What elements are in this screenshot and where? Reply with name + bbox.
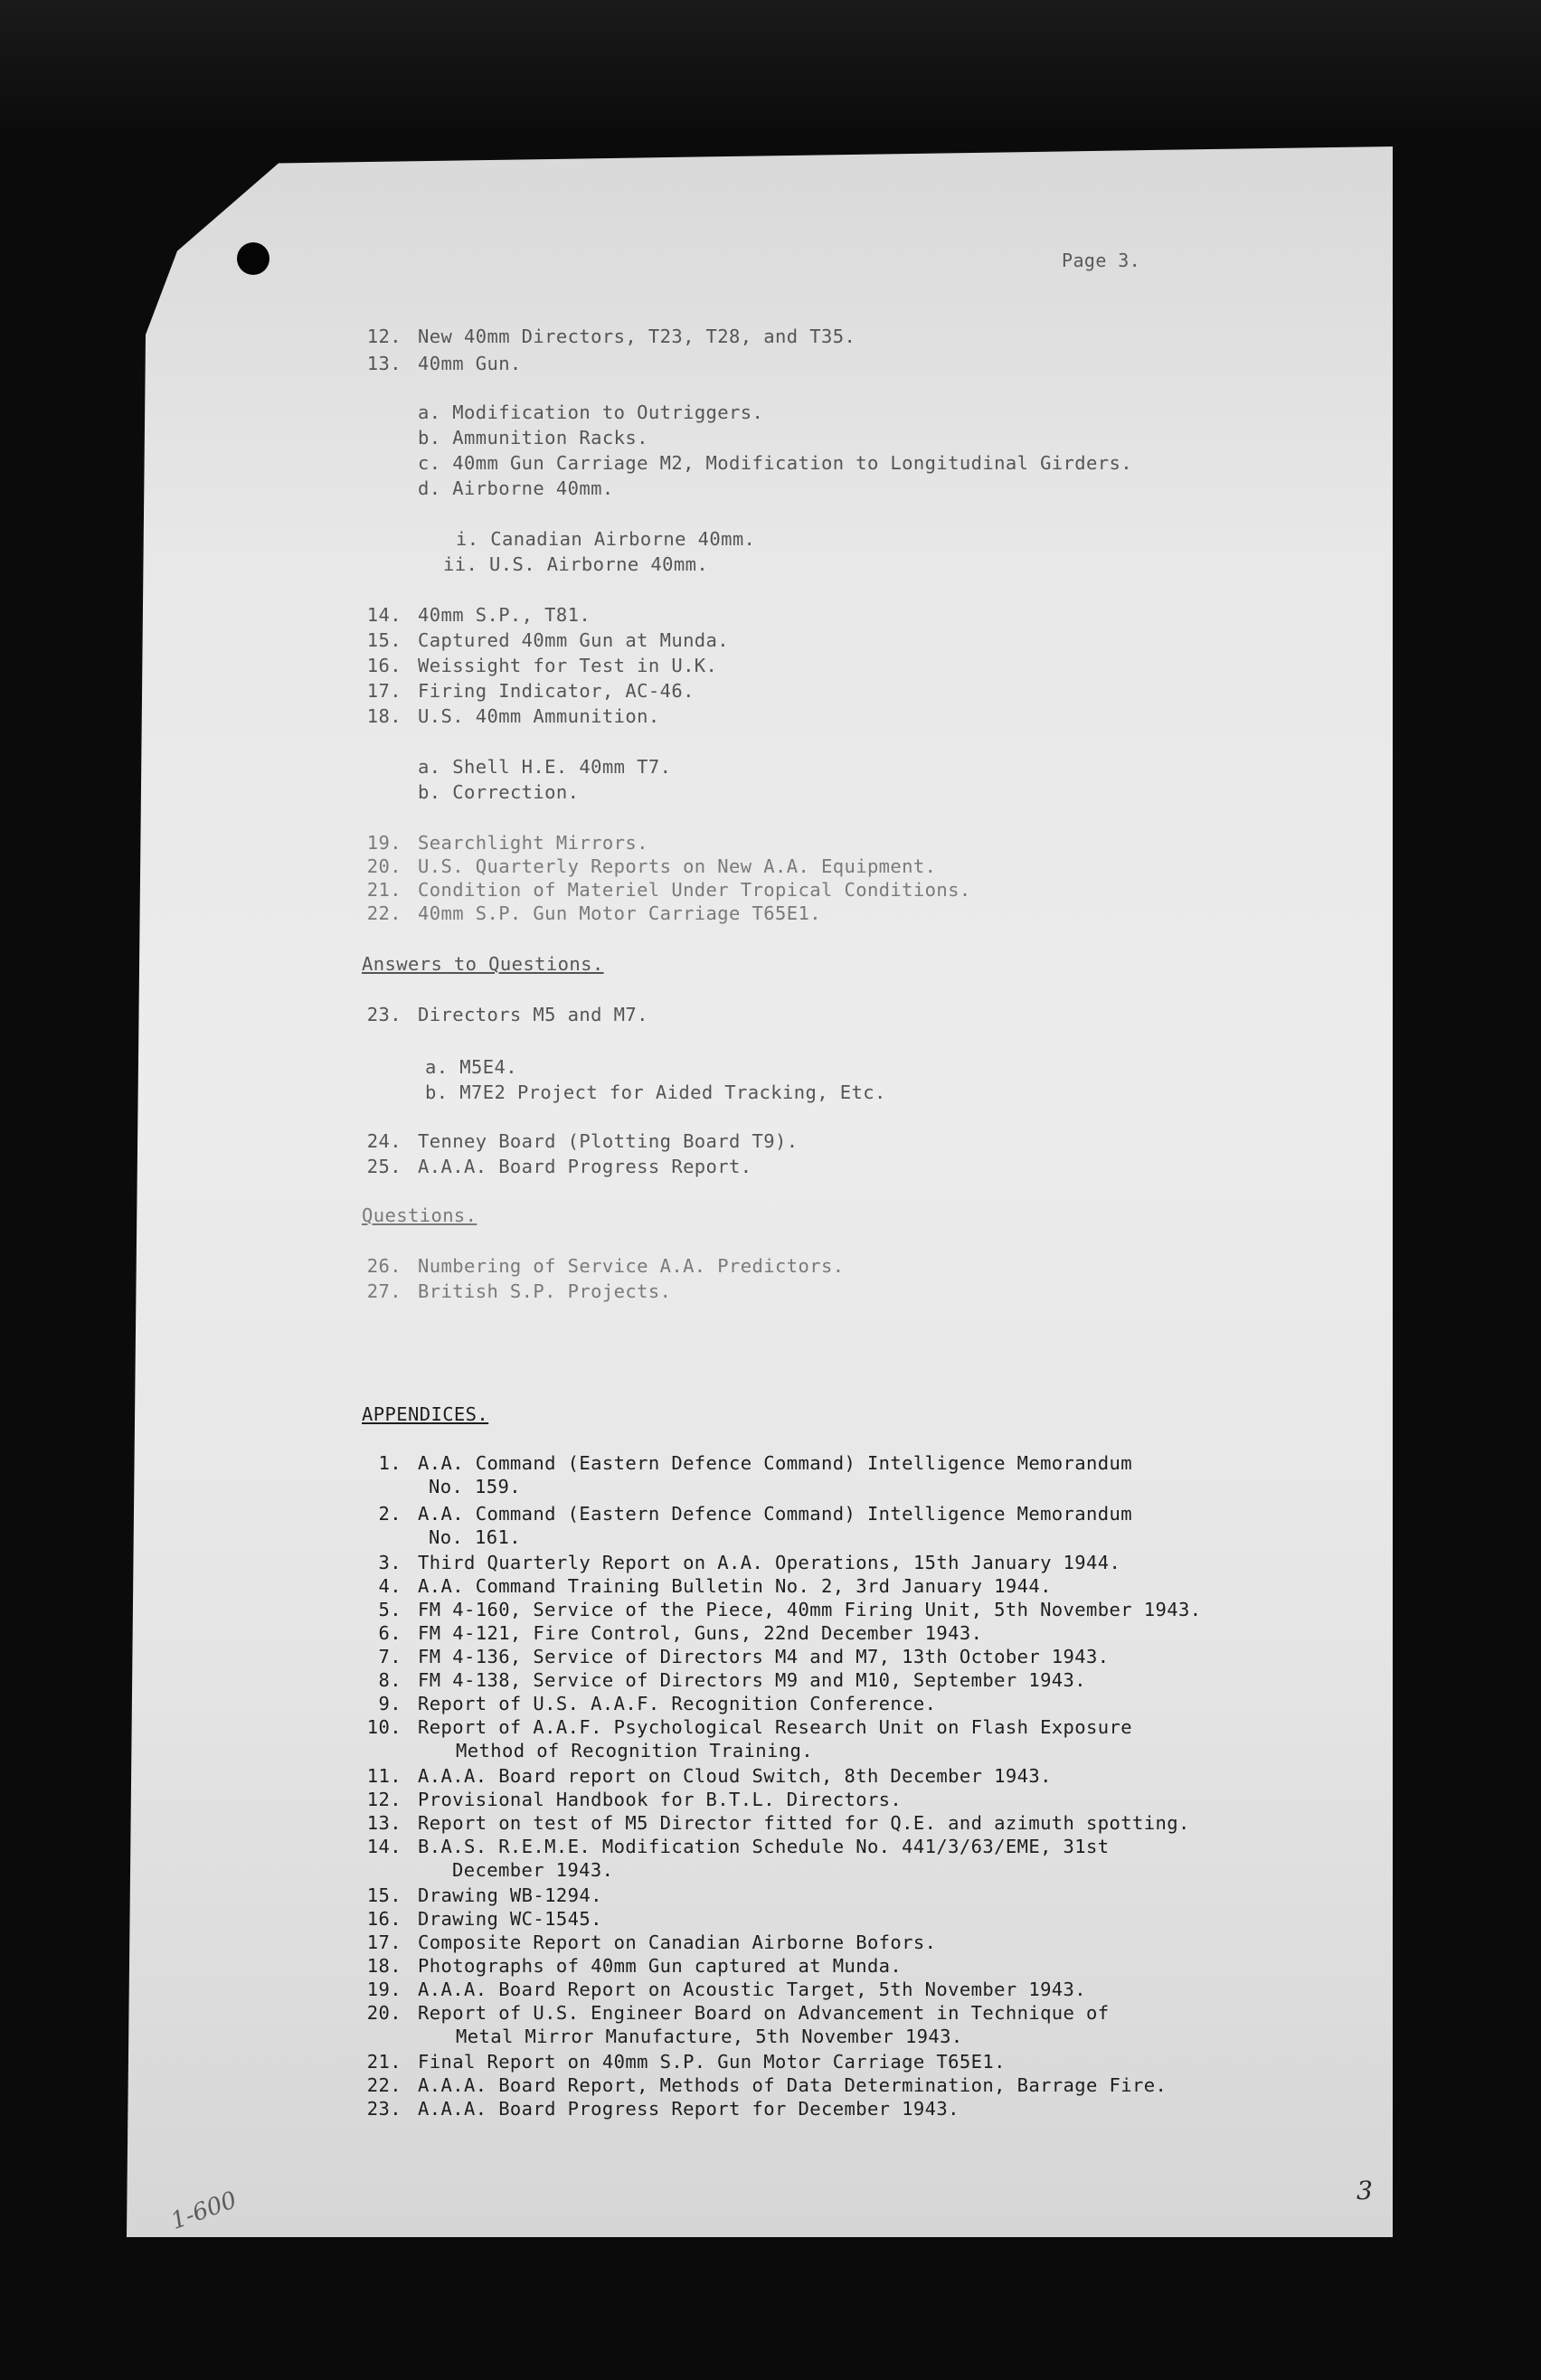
list-item: 22. 40mm S.P. Gun Motor Carriage T65E1. xyxy=(366,902,821,924)
answers-heading: Answers to Questions. xyxy=(362,953,604,975)
list-item: 21. Final Report on 40mm S.P. Gun Motor Carriage T65E1. xyxy=(366,2051,1006,2073)
list-item: 23. A.A.A. Board Progress Report for December 1943. xyxy=(366,2098,960,2120)
questions-heading: Questions. xyxy=(362,1204,477,1226)
list-item: a. Shell H.E. 40mm T7. xyxy=(418,756,672,778)
list-item: 19. A.A.A. Board Report on Acoustic Target, 5th November 1943. xyxy=(366,1979,1087,2000)
list-item-continuation: No. 161. xyxy=(429,1526,521,1548)
list-item: 13. 40mm Gun. xyxy=(366,353,522,374)
list-item: 14. B.A.S. R.E.M.E. Modification Schedule No. 441/3/63/EME, 31st xyxy=(366,1836,1110,1857)
list-item: 2. A.A. Command (Eastern Defence Command) Intelligence Memorandum xyxy=(378,1503,1133,1525)
list-item: 9. Report of U.S. A.A.F. Recognition Conference. xyxy=(378,1693,937,1714)
handwritten-note: 1-600 xyxy=(167,2186,241,2235)
list-item: 1. A.A. Command (Eastern Defence Command) Intelligence Memorandum xyxy=(378,1452,1133,1474)
list-item: 27. British S.P. Projects. xyxy=(366,1280,672,1302)
list-item: 5. FM 4-160, Service of the Piece, 40mm Firing Unit, 5th November 1943. xyxy=(378,1599,1202,1620)
list-item-continuation: Metal Mirror Manufacture, 5th November 1943. xyxy=(456,2026,963,2047)
page-number: Page 3. xyxy=(1062,250,1141,271)
punch-hole xyxy=(237,242,269,275)
list-item: 26. Numbering of Service A.A. Predictors. xyxy=(366,1255,845,1277)
list-item: a. Modification to Outriggers. xyxy=(418,401,764,423)
list-item: 23. Directors M5 and M7. xyxy=(366,1004,648,1025)
list-item: d. Airborne 40mm. xyxy=(418,477,614,499)
list-item: 12. New 40mm Directors, T23, T28, and T35. xyxy=(366,326,856,347)
list-item: 16. Weissight for Test in U.K. xyxy=(366,655,718,676)
list-item: 20. Report of U.S. Engineer Board on Advancement in Technique of xyxy=(366,2002,1110,2024)
list-item: 18. Photographs of 40mm Gun captured at Munda. xyxy=(366,1955,903,1977)
list-item: 10. Report of A.A.F. Psychological Research Unit on Flash Exposure xyxy=(366,1716,1133,1738)
list-item: 11. A.A.A. Board report on Cloud Switch, 8th December 1943. xyxy=(366,1765,1052,1787)
list-item: 15. Captured 40mm Gun at Munda. xyxy=(366,629,730,651)
list-item: 14. 40mm S.P., T81. xyxy=(366,604,591,626)
scan-background xyxy=(0,0,1541,136)
appendices-heading: APPENDICES. xyxy=(362,1403,489,1425)
list-item: 25. A.A.A. Board Progress Report. xyxy=(366,1156,752,1177)
list-item: b. Ammunition Racks. xyxy=(418,427,648,449)
list-item: 3. Third Quarterly Report on A.A. Operations, 15th January 1944. xyxy=(378,1552,1121,1573)
list-item: 8. FM 4-138, Service of Directors M9 and M10, September 1943. xyxy=(378,1669,1087,1691)
list-item: b. Correction. xyxy=(418,781,580,803)
list-item: c. 40mm Gun Carriage M2, Modification to Longitudinal Girders. xyxy=(418,452,1133,474)
list-item: 6. FM 4-121, Fire Control, Guns, 22nd December 1943. xyxy=(378,1622,983,1644)
handwritten-page-mark: 3 xyxy=(1357,2176,1373,2205)
list-item: 17. Composite Report on Canadian Airborne Bofors. xyxy=(366,1931,937,1953)
list-item: a. M5E4. xyxy=(425,1056,517,1078)
list-item: 15. Drawing WB-1294. xyxy=(366,1884,602,1906)
list-item: 24. Tenney Board (Plotting Board T9). xyxy=(366,1130,799,1152)
list-item: 7. FM 4-136, Service of Directors M4 and M7, 13th October 1943. xyxy=(378,1646,1110,1667)
list-item: 16. Drawing WC-1545. xyxy=(366,1908,602,1930)
list-item-continuation: No. 159. xyxy=(429,1476,521,1497)
list-item: 19. Searchlight Mirrors. xyxy=(366,832,648,854)
list-item: 21. Condition of Materiel Under Tropical Conditions. xyxy=(366,879,971,901)
list-item: 22. A.A.A. Board Report, Methods of Data Determination, Barrage Fire. xyxy=(366,2074,1168,2096)
list-item: ii. U.S. Airborne 40mm. xyxy=(443,553,709,575)
list-item: 18. U.S. 40mm Ammunition. xyxy=(366,705,660,727)
list-item: i. Canadian Airborne 40mm. xyxy=(456,528,756,550)
list-item: 13. Report on test of M5 Director fitted for Q.E. and azimuth spotting. xyxy=(366,1812,1190,1834)
list-item-continuation: December 1943. xyxy=(452,1859,614,1881)
list-item: 4. A.A. Command Training Bulletin No. 2, 3rd January 1944. xyxy=(378,1575,1052,1597)
list-item: b. M7E2 Project for Aided Tracking, Etc. xyxy=(425,1081,886,1103)
list-item: 12. Provisional Handbook for B.T.L. Directors. xyxy=(366,1789,903,1810)
list-item-continuation: Method of Recognition Training. xyxy=(456,1740,814,1761)
list-item: 20. U.S. Quarterly Reports on New A.A. Equipment. xyxy=(366,855,937,877)
list-item: 17. Firing Indicator, AC-46. xyxy=(366,680,695,702)
